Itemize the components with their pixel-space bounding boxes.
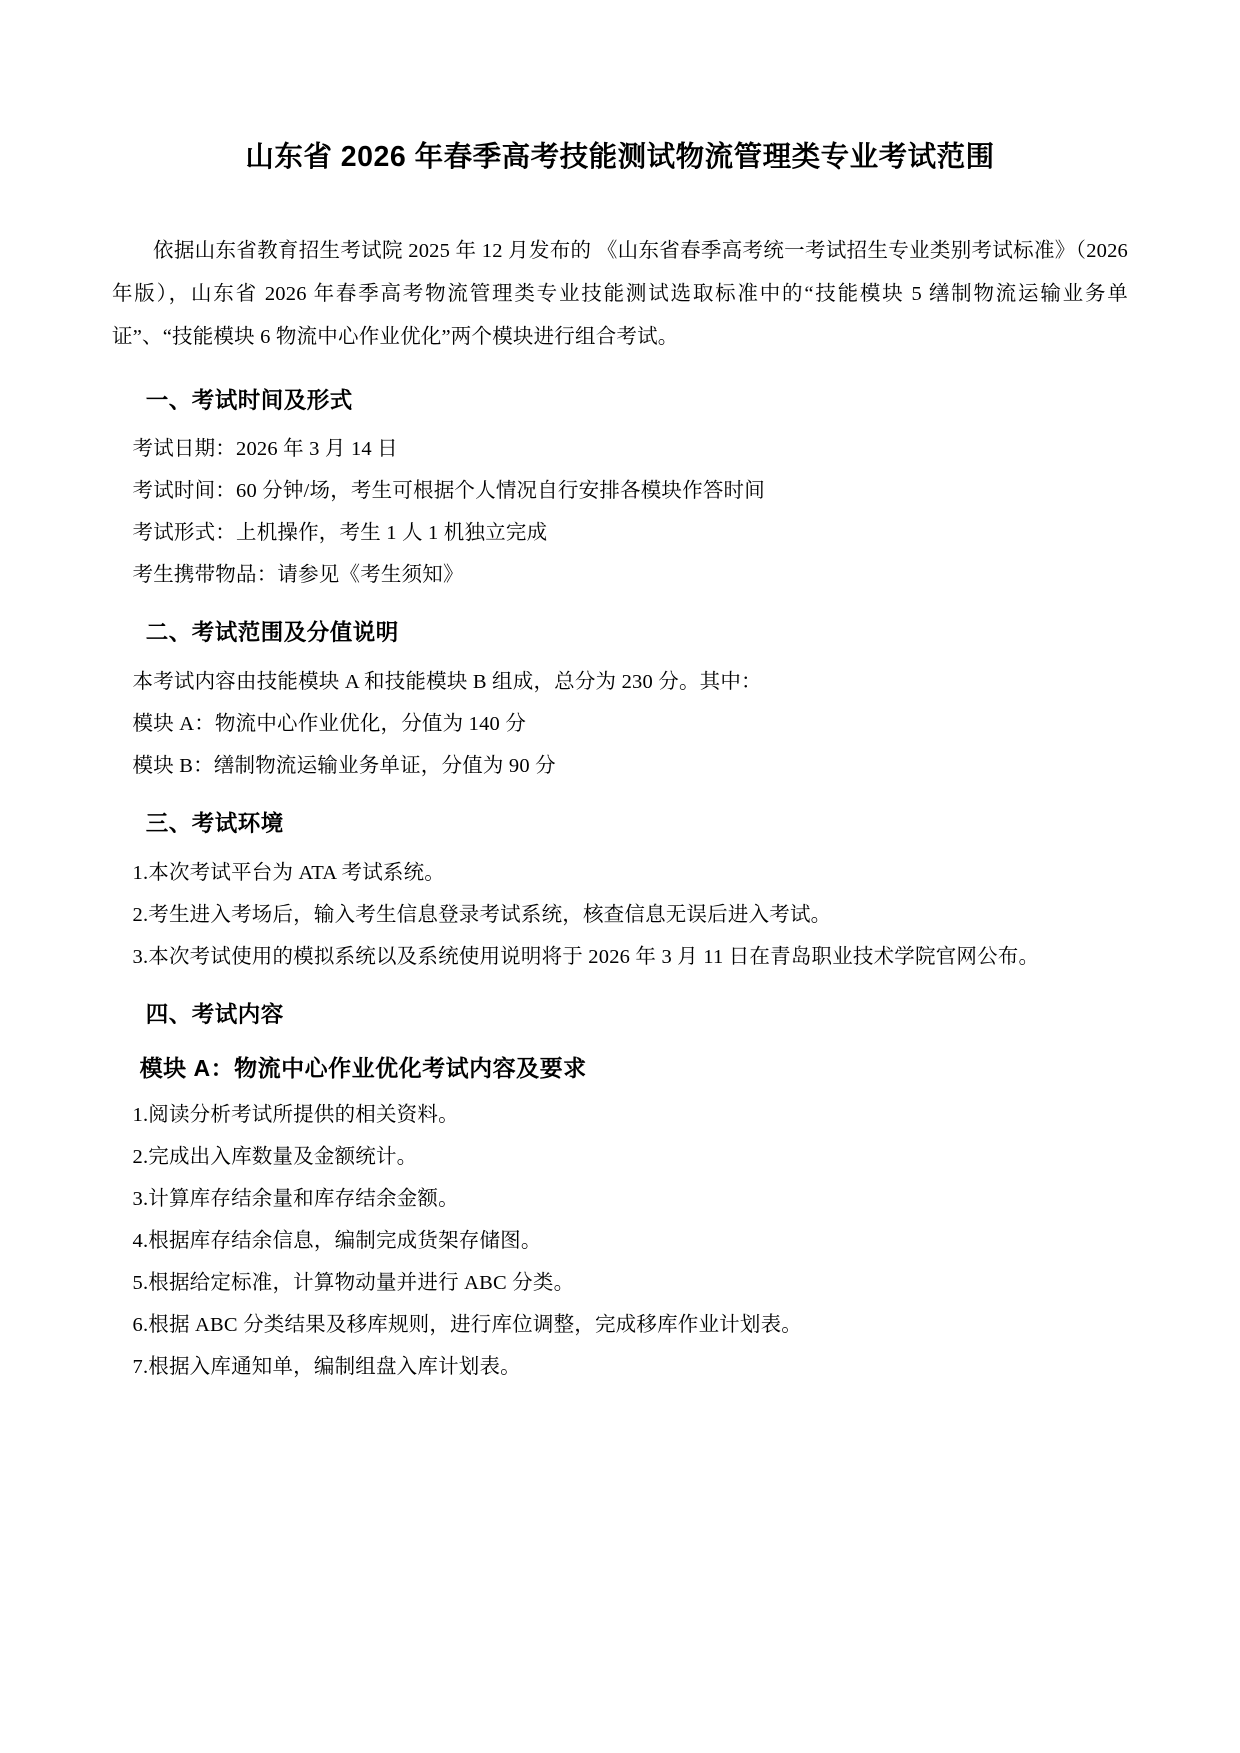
intro-paragraph: 依据山东省教育招生考试院 2025 年 12 月发布的 《山东省春季高考统一考试招生专业类别考试标准》（2026 年版），山东省 2026 年春季高考物流管理类专业技能测试选取标准中的“技能模块 5 缮制物流运输业务单证”、“技能模块 6 物流中心作业优化”两个模块进行组合考试。 <box>112 239 1128 348</box>
section-heading-1: 一、考试时间及形式 <box>145 387 353 413</box>
section-4-line-1: 1.阅读分析考试所提供的相关资料。 <box>132 1104 459 1127</box>
section-4-line-6: 6.根据 ABC 分类结果及移库规则，进行库位调整，完成移库作业计划表。 <box>132 1314 802 1337</box>
section-heading-4: 四、考试内容 <box>145 1001 284 1027</box>
section-3-line-1: 1.本次考试平台为 ATA 考试系统。 <box>132 861 446 884</box>
section-heading-2: 二、考试范围及分值说明 <box>145 620 399 646</box>
section-3-line-3: 3.本次考试使用的模拟系统以及系统使用说明将于 2026 年 3 月 11 日在青岛职业技术学院官网公布。 <box>132 945 1040 968</box>
section-1-line-4: 考生携带物品：请参见《考生须知》 <box>132 564 464 587</box>
section-3-line-2: 2.考生进入考场后，输入考生信息登录考试系统，核查信息无误后进入考试。 <box>132 903 832 926</box>
section-1-line-2: 考试时间：60 分钟/场，考生可根据个人情况自行安排各模块作答时间 <box>132 480 765 503</box>
section-4-line-7: 7.根据入库通知单，编制组盘入库计划表。 <box>132 1356 521 1379</box>
section-4-line-5: 5.根据给定标准，计算物动量并进行 ABC 分类。 <box>132 1272 575 1295</box>
section-1-line-3: 考试形式：上机操作，考生 1 人 1 机独立完成 <box>132 522 548 545</box>
subsection-heading-module-a: 模块 A：物流中心作业优化考试内容及要求 <box>139 1054 587 1081</box>
section-2-line-1: 本考试内容由技能模块 A 和技能模块 B 组成，总分为 230 分。其中： <box>132 671 762 694</box>
section-exam-content <box>112 994 1128 1389</box>
section-exam-scope <box>112 612 1128 787</box>
section-exam-environment <box>112 803 1128 978</box>
section-4-line-2: 2.完成出入库数量及金额统计。 <box>132 1146 418 1169</box>
section-1-line-1: 考试日期：2026 年 3 月 14 日 <box>132 438 398 461</box>
section-exam-time <box>112 380 1128 597</box>
section-2-line-2: 模块 A：物流中心作业优化，分值为 140 分 <box>132 713 527 736</box>
section-heading-3: 三、考试环境 <box>145 811 284 837</box>
section-4-line-3: 3.计算库存结余量和库存结余金额。 <box>132 1188 459 1211</box>
section-4-line-4: 4.根据库存结余信息，编制完成货架存储图。 <box>132 1230 542 1253</box>
page-title: 山东省 2026 年春季高考技能测试物流管理类专业考试范围 <box>245 141 995 173</box>
section-2-line-3: 模块 B：缮制物流运输业务单证，分值为 90 分 <box>132 755 556 778</box>
